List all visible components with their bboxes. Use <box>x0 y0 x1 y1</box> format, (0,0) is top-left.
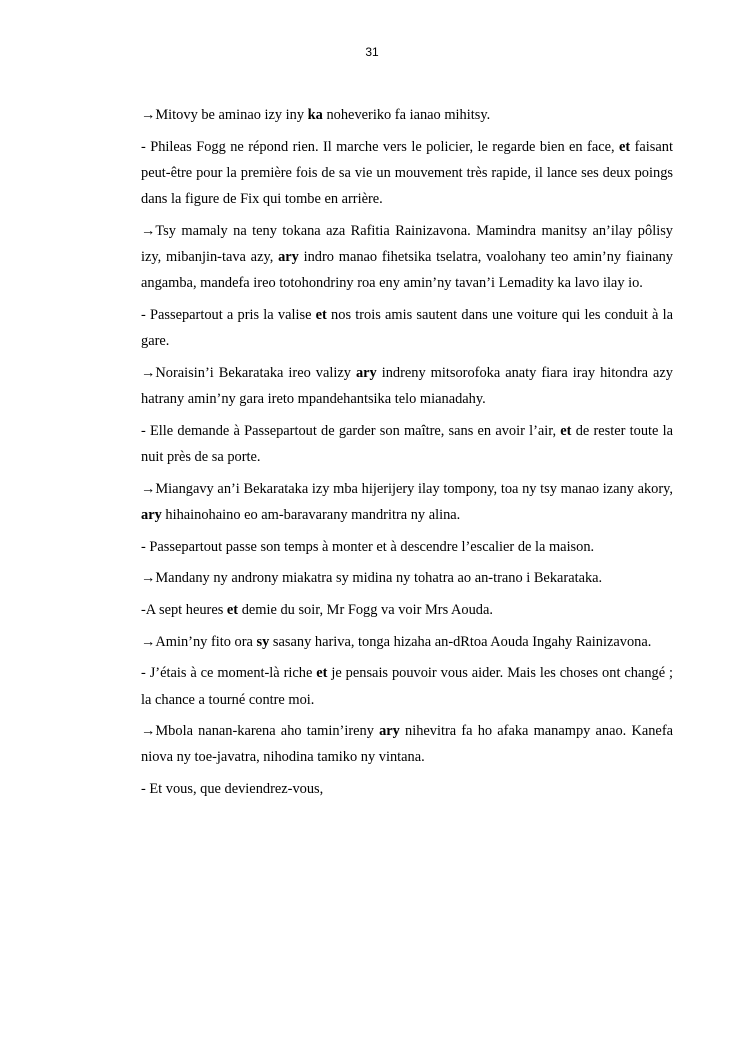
bold-connector-word: ka <box>307 107 323 123</box>
paragraph-p13 <box>141 718 673 770</box>
paragraph-p10 <box>141 597 673 623</box>
text-segment: →Mandany ny androny miakatra sy midina ny tohatra ao an-trano i Bekarataka. <box>141 570 603 587</box>
text-segment: hihainohaino eo am-baravarany mandritra ny alina. <box>161 506 461 523</box>
text-segment: -A sept heures <box>141 601 227 618</box>
text-segment: nihevitra fa ho afaka manampy anao. Kanefa niova ny toe-javatra, nihodina tamiko ny vintana. <box>141 723 673 766</box>
page-number: 31 <box>365 45 379 59</box>
text-segment: →Mitovy be aminao izy iny <box>141 107 308 123</box>
bold-connector-word: ary <box>141 506 162 523</box>
paragraph-p6 <box>141 418 673 470</box>
bold-connector-word: et <box>560 422 572 439</box>
bold-connector-word: et <box>226 601 239 618</box>
text-segment: →Noraisin’i Bekarataka ireo valizy <box>141 364 356 381</box>
text-segment: noheveriko fa ianao mihitsy. <box>322 107 491 123</box>
text-segment: - Et vous, que deviendrez-vous, <box>141 781 324 798</box>
paragraph-p8 <box>141 534 673 560</box>
paragraph-p7 <box>141 476 673 528</box>
text-segment: →Amin’ny fito ora <box>141 633 257 650</box>
paragraph-p5 <box>141 360 673 412</box>
paragraph-p4 <box>141 302 673 354</box>
text-segment: je pensais pouvoir vous aider. Mais les choses ont changé ; la chance a tourné contre moi. <box>141 665 674 708</box>
bold-connector-word: ary <box>278 249 299 266</box>
bold-connector-word: et <box>316 665 328 682</box>
paragraph-p14 <box>141 776 673 802</box>
bold-connector-word: et <box>619 138 631 155</box>
paragraph-p9 <box>141 565 673 591</box>
paragraph-p2 <box>141 134 673 213</box>
text-segment: →Mbola nanan-karena aho tamin’ireny <box>141 723 380 740</box>
text-segment: nos trois amis sautent dans une voiture qui les conduit à la gare. <box>141 306 674 350</box>
text-segment: - Phileas Fogg ne répond rien. Il marche vers le policier, le regarde bien en face, <box>141 138 620 155</box>
bold-connector-word: ary <box>355 364 377 381</box>
paragraph-p12 <box>141 660 673 712</box>
text-segment: faisant peut-être pour la première fois de sa vie un mouvement très rapide, il lance ses deux poings dans la figure de Fix qui tombe en arrière. <box>141 138 673 208</box>
text-segment: →Tsy mamaly na teny tokana aza Rafitia Rainizavona. Mamindra manitsy an’ilay pôlisy izy, mibanjin-tava azy, <box>141 222 673 266</box>
text-segment: - Passepartout passe son temps à monter et à descendre l’escalier de la maison. <box>141 538 595 555</box>
paragraph-p1 <box>141 102 673 128</box>
bold-connector-word: sy <box>256 633 270 650</box>
text-segment: - Passepartout a pris la valise <box>141 306 316 323</box>
text-segment: indreny mitsorofoka anaty fiara iray hitondra azy hatrany amin’ny gara ireto mpandehantsika telo mianadahy. <box>141 364 673 408</box>
text-segment: →Miangavy an’i Bekarataka izy mba hijerijery ilay tompony, toa ny tsy manao izany akory, <box>141 480 673 497</box>
paragraph-p3 <box>141 218 673 297</box>
text-segment: de rester toute la nuit près de sa porte. <box>141 422 674 465</box>
text-segment: sasany hariva, tonga hizaha an-dRtoa Aouda Ingahy Rainizavona. <box>269 633 652 650</box>
text-segment: - Elle demande à Passepartout de garder son maître, sans en avoir l’air, <box>141 422 561 439</box>
text-segment: demie du soir, Mr Fogg va voir Mrs Aouda. <box>238 601 493 618</box>
text-segment: indro manao fihetsika tselatra, voalohany teo amin’ny fiainany angamba, mandefa ireo totohondriny roa eny amin’ny tavan’i Lemadity ka lavo ilay io. <box>141 249 673 292</box>
document-body <box>141 102 673 808</box>
paragraph-p11 <box>141 629 673 655</box>
bold-connector-word: ary <box>379 723 400 740</box>
bold-connector-word: et <box>315 306 327 323</box>
text-segment: - J’étais à ce moment-là riche <box>141 665 317 682</box>
